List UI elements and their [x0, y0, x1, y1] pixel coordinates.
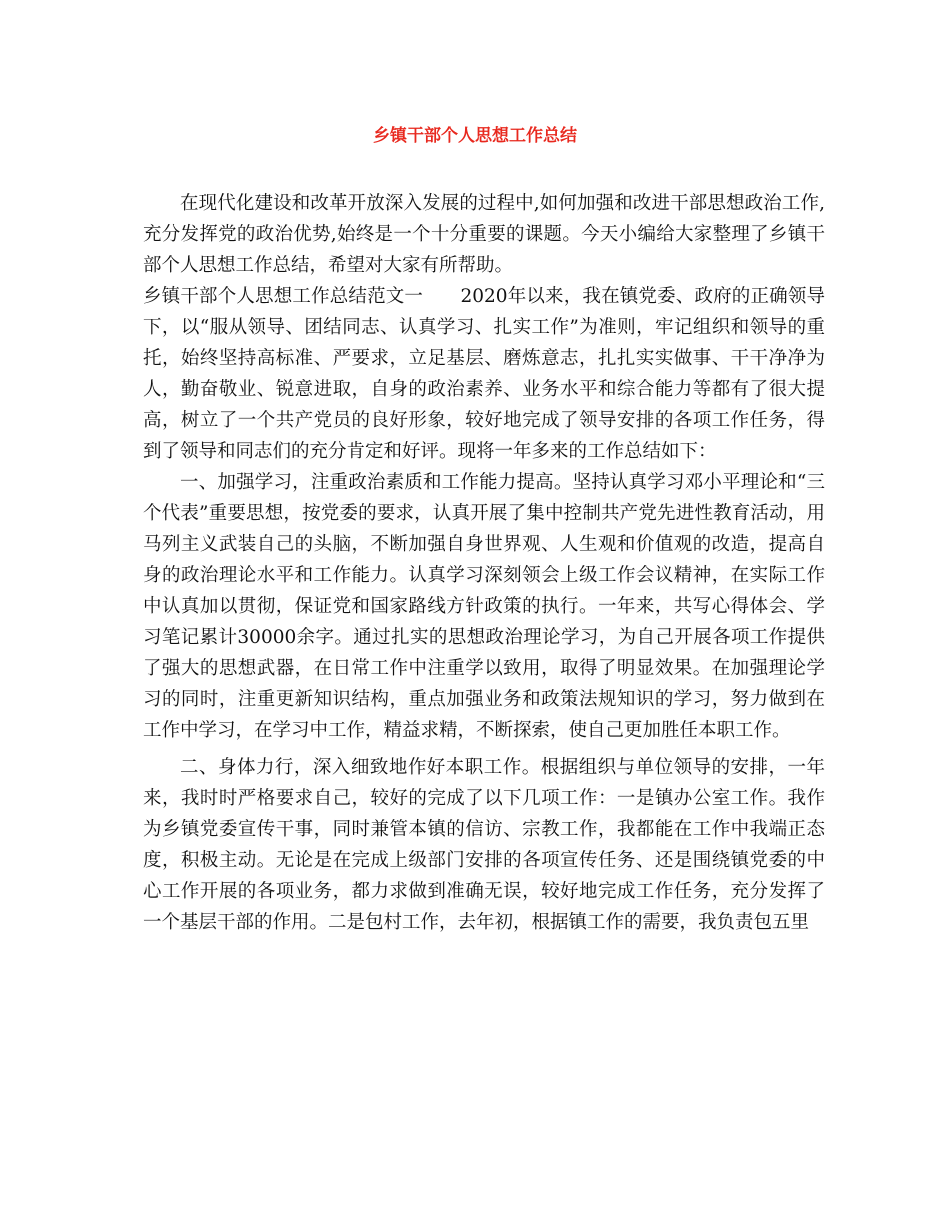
section-two-paragraph: 二、身体力行，深入细致地作好本职工作。根据组织与单位领导的安排，一年来，我时时严格要求自己，较好的完成了以下几项工作：一是镇办公室工作。我作为乡镇党委宣传干事，同时兼管本镇的信访、宗教工作，我都能在工作中我端正态度，积极主动。无论是在完成上级部门安排的各项宣传任务、还是围绕镇党委的中心工作开展的各项业务，都力求做到准确无误，较好地完成工作任务，充分发挥了一个基层干部的作用。二是包村工作，去年初，根据镇工作的需要，我负责包五里	[143, 757, 825, 933]
sample-one-paragraph: 乡镇干部个人思想工作总结范文一 2020年以来，我在镇党委、政府的正确领导下，以“服从领导、团结同志、认真学习、扎实工作”为准则，牢记组织和领导的重托，始终坚持高标准、严要求，立足基层、磨炼意志，扎扎实实做事、干干净净为人，勤奋敬业、锐意进取，自身的政治素养、业务水平和综合能力等都有了很大提高，树立了一个共产党员的良好形象，较好地完成了领导安排的各项工作任务，得到了领导和同志们的充分肯定和好评。现将一年多来的工作总结如下：	[143, 286, 825, 462]
document-body	[143, 188, 825, 938]
document-title: 乡镇干部个人思想工作总结	[373, 126, 577, 146]
intro-paragraph: 在现代化建设和改革开放深入发展的过程中,如何加强和改进干部思想政治工作,充分发挥党的政治优势,始终是一个十分重要的课题。今天小编给大家整理了乡镇干部个人思想工作总结，希望对大家有所帮助。	[143, 193, 825, 276]
section-one-paragraph: 一、加强学习，注重政治素质和工作能力提高。坚持认真学习邓小平理论和“三个代表”重要思想，按党委的要求，认真开展了集中控制共产党先进性教育活动，用马列主义武装自己的头脑，不断加强自身世界观、人生观和价值观的改造，提高自身的政治理论水平和工作能力。认真学习深刻领会上级工作会议精神，在实际工作中认真加以贯彻，保证党和国家路线方针政策的执行。一年来，共写心得体会、学习笔记累计30000余字。通过扎实的思想政治理论学习，为自己开展各项工作提供了强大的思想武器，在日常工作中注重学以致用，取得了明显效果。在加强理论学习的同时，注重更新知识结构，重点加强业务和政策法规知识的学习，努力做到在工作中学习，在学习中工作，精益求精，不断探索，使自己更加胜任本职工作。	[143, 472, 825, 741]
